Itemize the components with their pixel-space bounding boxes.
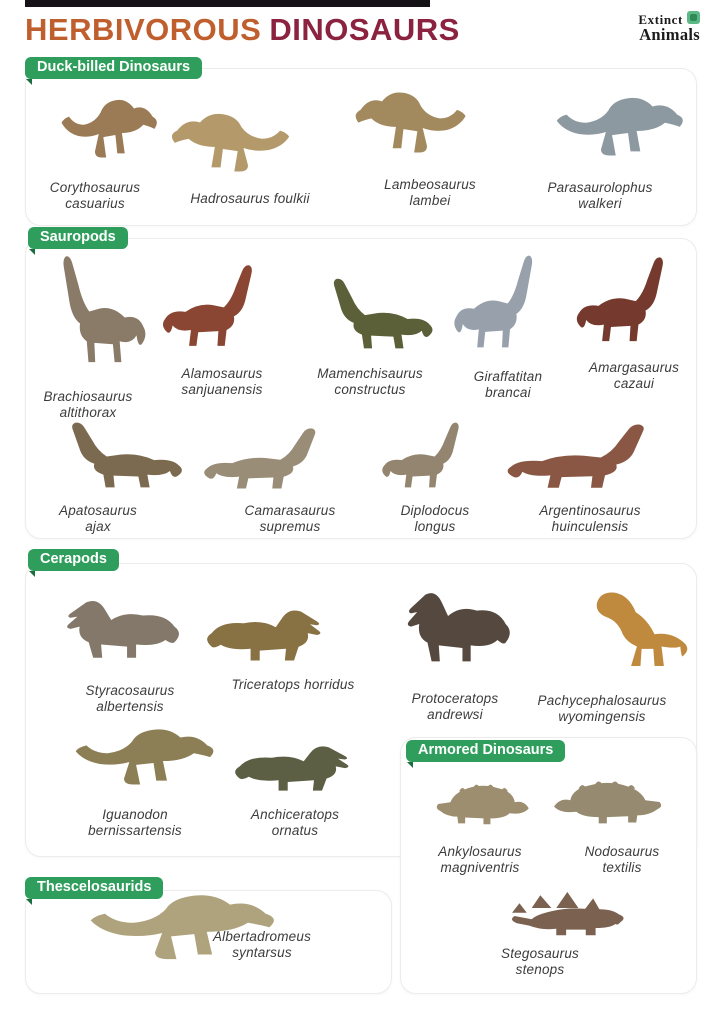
badge-sauropods: Sauropods [28,227,128,249]
title-herbivorous: HERBIVOROUS [25,12,262,47]
alamosaurus-figure [158,262,286,364]
amargasaurus-image [572,254,696,360]
apatosaurus-figure [30,420,188,502]
parasaurolophus-image [515,86,687,178]
mamenchisaurus-figure [296,276,438,364]
giraffatitan-figure [450,252,562,368]
badge-duck-billed: Duck-billed Dinosaurs [25,57,202,79]
extinct-animals-logo [638,13,700,44]
ankylosaurus-figure [412,766,534,842]
alamosaurus-label: Alamosaurus sanjuanensis [181,366,263,397]
amargasaurus-label: Amargasaurus cazaui [588,360,680,391]
logo-extinct-text [638,13,700,26]
mamenchisaurus-label: Mamenchisaurus constructus [317,366,423,397]
iguanodon-image [30,718,218,806]
amargasaurus-figure [572,254,696,360]
hadrosaurus-label: Hadrosaurus foulkii [190,191,310,206]
ankylosaurus-image [412,766,534,842]
logo-word-extinct: Extinct [638,12,683,27]
anchiceratops-image [226,730,386,808]
logo-word-animals: Animals [639,25,700,44]
top-bar [25,0,430,7]
parasaurolophus-figure [515,86,687,178]
lambeosaurus-label: Lambeosaurus lambei [384,177,476,208]
hadrosaurus-image [168,102,328,194]
nodosaurus-label: Nodosaurus textilis [584,844,660,875]
lambeosaurus-image [352,80,502,176]
giraffatitan-label: Giraffatitan brancai [473,369,543,400]
camarasaurus-image [198,426,358,502]
diplodocus-label: Diplodocus longus [400,503,470,534]
nodosaurus-image [548,762,690,842]
corythosaurus-label: Corythosaurus casuarius [49,180,141,211]
extinct-animals-leaf-badge-icon [687,11,700,24]
albertadromeus-label: Albertadromeus syntarsus [212,929,312,960]
stegosaurus-image [458,876,630,948]
mamenchisaurus-image [296,276,438,364]
pachycephalosaurus-figure [528,578,692,688]
styracosaurus-label: Styracosaurus albertensis [85,683,175,714]
badge-thescelosaurids: Thescelosaurids [25,877,163,899]
apatosaurus-image [30,420,188,502]
styracosaurus-figure [30,580,188,680]
protoceratops-figure [374,568,518,688]
iguanodon-label: Iguanodon bernissartensis [88,807,182,838]
stegosaurus-label: Stegosaurus stenops [501,946,579,977]
triceratops-figure [198,592,358,680]
argentinosaurus-image [500,422,696,502]
anchiceratops-label: Anchiceratops ornatus [250,807,340,838]
parasaurolophus-label: Parasaurolophus walkeri [547,180,653,211]
diplodocus-image [378,420,488,502]
brachiosaurus-label: Brachiosaurus altithorax [43,389,133,420]
lambeosaurus-figure [352,80,502,176]
brachiosaurus-image [32,252,150,386]
styracosaurus-image [30,580,188,680]
brachiosaurus-figure [32,252,150,386]
anchiceratops-figure [226,730,386,808]
pachycephalosaurus-image [528,578,692,688]
badge-armored: Armored Dinosaurs [406,740,565,762]
stegosaurus-figure [458,876,630,948]
apatosaurus-label: Apatosaurus ajax [59,503,137,534]
corythosaurus-figure [30,88,160,180]
diplodocus-figure [378,420,488,502]
hadrosaurus-figure [168,102,328,194]
pachycephalosaurus-label: Pachycephalosaurus wyomingensis [537,693,667,724]
page-title [25,12,460,48]
camarasaurus-figure [198,426,358,502]
triceratops-image [198,592,358,680]
corythosaurus-image [30,88,160,180]
iguanodon-figure [30,718,218,806]
camarasaurus-label: Camarasaurus supremus [244,503,336,534]
argentinosaurus-figure [500,422,696,502]
protoceratops-label: Protoceratops andrewsi [411,691,499,722]
ankylosaurus-label: Ankylosaurus magniventris [438,844,522,875]
alamosaurus-image [158,262,286,364]
argentinosaurus-label: Argentinosaurus huinculensis [539,503,641,534]
title-dinosaurs: DINOSAURS [269,12,460,47]
nodosaurus-figure [548,762,690,842]
badge-cerapods: Cerapods [28,549,119,571]
protoceratops-image [374,568,518,688]
triceratops-label: Triceratops horridus [231,677,355,692]
giraffatitan-image [450,252,562,368]
